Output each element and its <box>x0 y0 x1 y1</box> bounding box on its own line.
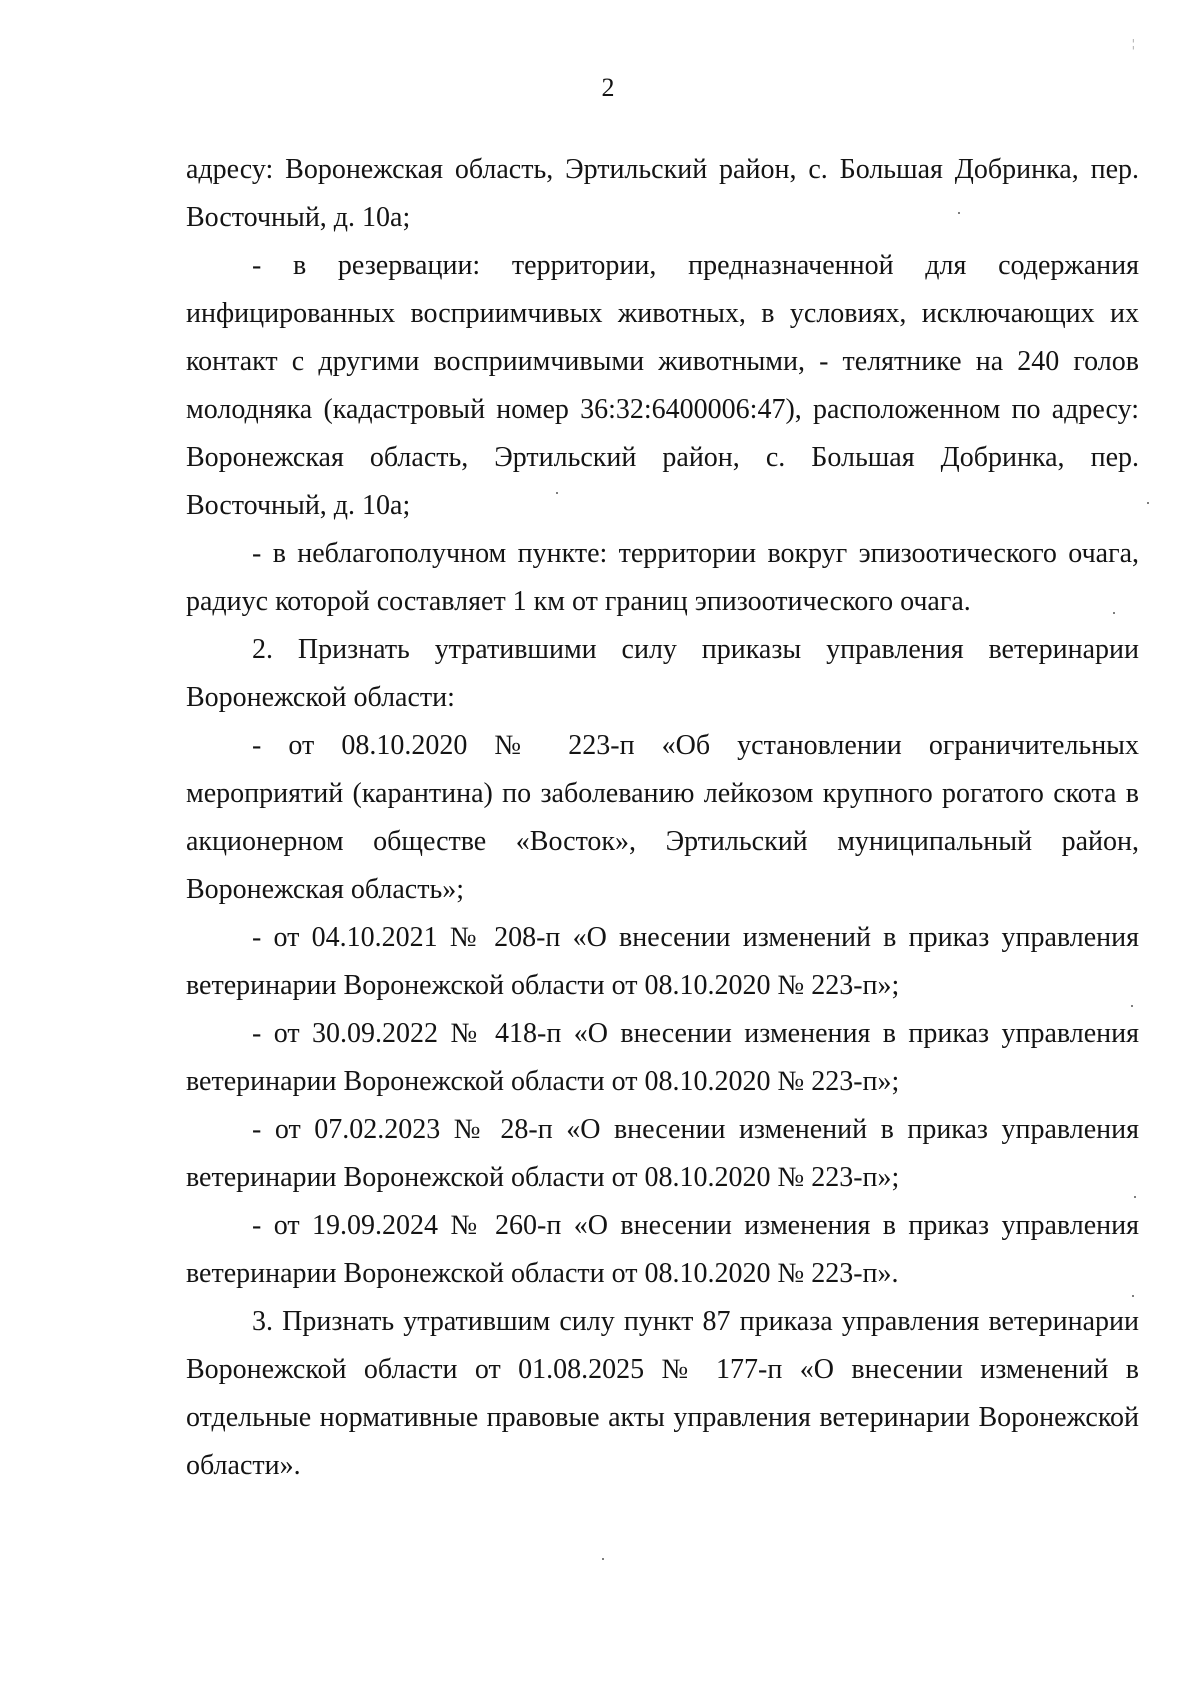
scan-speck <box>1131 1005 1133 1007</box>
scan-speck <box>556 492 558 494</box>
paragraph-address-continuation: адресу: Воронежская область, Эртильский район, с. Большая Добринка, пер. Восточный, д. 10а; <box>186 154 1139 233</box>
scan-speck <box>958 212 960 214</box>
paragraph-reservation: - в резервации: территории, предназначенной для содержания инфицированных восприимчивых животных, в условиях, исключающих их контакт с другими восприимчивыми животными, - телятнике на 240 голов молодняка (кадастровый номер 36:32:6400006:47), расположенном по адресу: Воронежская область, Эртильский район, с. Большая Добринка, пер. Восточный, д. 10а; <box>186 250 1139 521</box>
scan-speck <box>1132 1295 1134 1297</box>
paragraph-item-2: 2. Признать утратившими силу приказы управления ветеринарии Воронежской области: <box>186 634 1139 713</box>
document-body <box>186 146 1139 1490</box>
paragraph-item-3: 3. Признать утратившим силу пункт 87 приказа управления ветеринарии Воронежской области от 01.08.2025 № 177-п «О внесении изменений в отдельные нормативные правовые акты управления ветеринарии Воронежской области». <box>186 1306 1139 1481</box>
scan-speck <box>1147 502 1149 504</box>
page-number: 2 <box>601 73 615 102</box>
scan-mark: ¦ <box>1132 36 1135 50</box>
scan-speck <box>1113 612 1115 614</box>
scan-speck <box>1134 1196 1136 1198</box>
paragraph-order-2020: - от 08.10.2020 № 223-п «Об установлении ограничительных мероприятий (карантина) по заболеванию лейкозом крупного рогатого скота в акционерном обществе «Восток», Эртильский муниципальный район, Воронежская область»; <box>186 730 1139 905</box>
paragraph-order-2022: - от 30.09.2022 № 418-п «О внесении изменения в приказ управления ветеринарии Воронежской области от 08.10.2020 № 223-п»; <box>186 1018 1139 1097</box>
paragraph-unfavorable-point: - в неблагополучном пункте: территории вокруг эпизоотического очага, радиус которой составляет 1 км от границ эпизоотического очага. <box>186 538 1139 617</box>
scan-speck <box>602 1558 604 1560</box>
paragraph-order-2024: - от 19.09.2024 № 260-п «О внесении изменения в приказ управления ветеринарии Воронежской области от 08.10.2020 № 223-п». <box>186 1210 1139 1289</box>
paragraph-order-2021: - от 04.10.2021 № 208-п «О внесении изменений в приказ управления ветеринарии Воронежской области от 08.10.2020 № 223-п»; <box>186 922 1139 1001</box>
paragraph-order-2023: - от 07.02.2023 № 28-п «О внесении изменений в приказ управления ветеринарии Воронежской области от 08.10.2020 № 223-п»; <box>186 1114 1139 1193</box>
